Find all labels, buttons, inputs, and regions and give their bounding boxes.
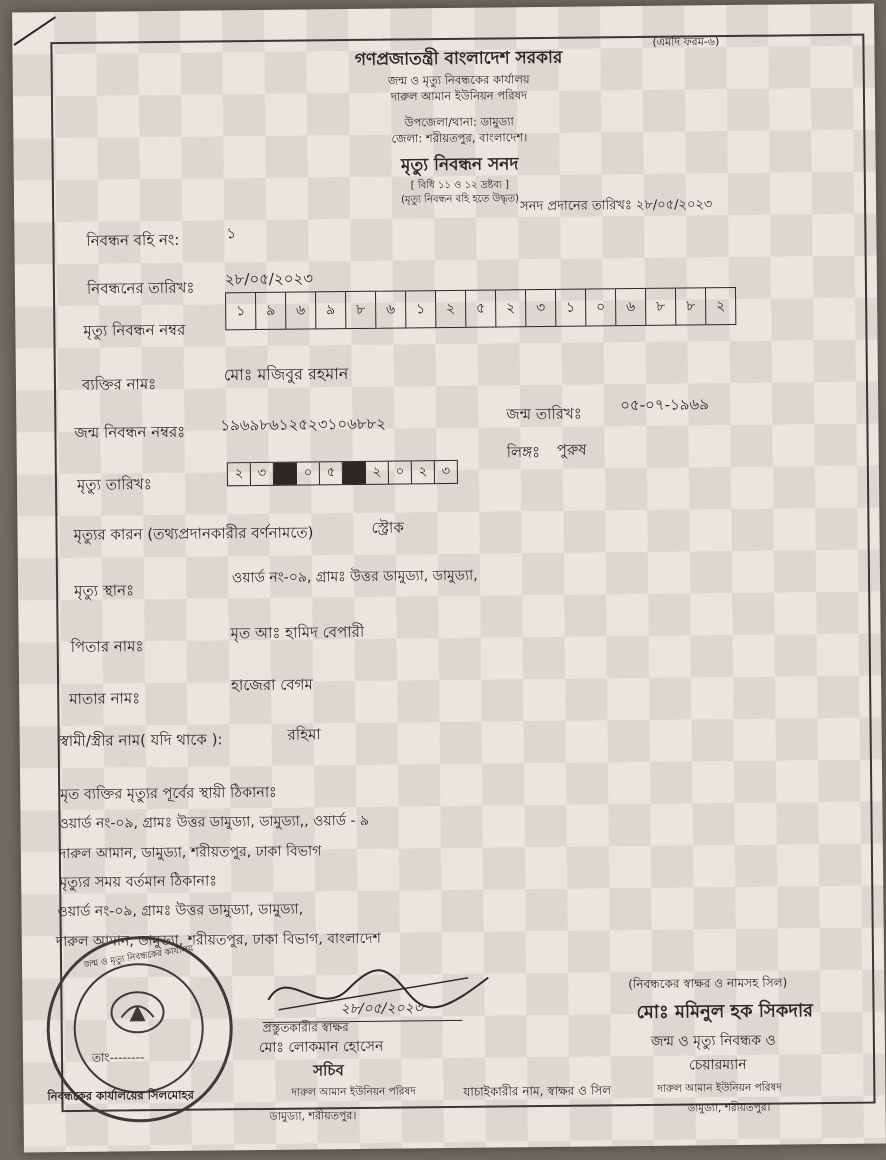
registrar-name: মোঃ মমিনুল হক সিকদার: [636, 1000, 814, 1024]
seal-ring-text: জন্ম ও মৃত্যু নিবন্ধকের কার্যালয়: [82, 944, 195, 971]
father-label: পিতার নামঃ: [70, 637, 144, 656]
reg-date-label: নিবন্ধনের তারিখঃ: [86, 278, 195, 298]
mother-label: মাতার নামঃ: [69, 689, 141, 708]
present-address-label: মৃত্যুর সময় বর্তমান ঠিকানাঃ: [59, 873, 218, 892]
certificate-paper: [12, 4, 886, 1153]
cause-value: স্ট্রোক: [371, 518, 404, 537]
digit-box: ৯: [256, 293, 286, 329]
name-label: ব্যক্তির নামঃ: [81, 375, 157, 394]
death-reg-no-label: মৃত্যু নিবন্ধন নম্বর: [83, 320, 186, 340]
day-digit: ২: [228, 463, 251, 485]
name-value: মোঃ মজিবুর রহমান: [223, 364, 349, 385]
digit-box: ১: [406, 291, 436, 327]
cause-label: মৃত্যুর কারন (তথ্যপ্রদানকারীর বর্ণনামতে): [73, 523, 314, 544]
verifier-caption: যাচাইকারীর নাম, স্বাক্ষর ও সিল: [463, 1083, 612, 1099]
death-date-label: মৃত্যু তারিখঃ: [76, 475, 152, 494]
digit-box: ৩: [526, 290, 556, 326]
country-title: গণপ্রজাতন্ত্রী বাংলাদেশ সরকার: [354, 47, 563, 70]
registrar-label: (নিবন্ধকের স্বাক্ষর ও নামসহ সিল): [628, 975, 788, 992]
dob-value: ০৫-০৭-১৯৬৯: [620, 395, 710, 415]
union-title: দারুল আমান ইউনিয়ন পরিষদ: [390, 88, 528, 104]
birth-reg-value: ১৯৬৯৮৬১২৫২৩১০৬৮৮২: [220, 414, 387, 435]
day-digit: ৩: [251, 463, 274, 485]
reg-date-value: ২৮/০৫/২০২৩: [224, 269, 314, 289]
date-separator: [343, 462, 366, 484]
footer-office-name: দারুল আমান ইউনিয়ন পরিষদ: [291, 1085, 416, 1099]
bangladesh-emblem-icon: [107, 987, 168, 1038]
digit-box: ৬: [376, 291, 406, 327]
rule-reference: [ বিধি ১১ ও ১২ দ্রষ্টব্য ]: [410, 179, 510, 192]
office-seal-caption: নিবন্ধকের কার্যালয়ের সিলমোহর: [47, 1087, 194, 1104]
digit-box: ৬: [616, 289, 646, 325]
footer-address-right: ডামুড্যা, শরীয়তপুর।: [687, 1101, 771, 1115]
registrar-title-2: চেয়ারম্যান: [689, 1056, 747, 1074]
seal-date: তাং--------: [91, 1050, 145, 1065]
permanent-address-label: মৃত ব্যক্তির মৃত্যুর পূর্বের স্থায়ী ঠিকানাঃ: [60, 784, 277, 804]
book-no-label: নিবন্ধন বহি নং:: [86, 230, 180, 250]
year-digit: ২: [412, 461, 435, 483]
signature-date: ২৮/০৫/২০২৩: [340, 1000, 423, 1018]
place-label: মৃত্যু স্থানঃ: [74, 581, 135, 600]
district-line: জেলা: শরীয়তপুর, বাংলাদেশ।: [391, 130, 528, 146]
death-date-boxes: [227, 460, 458, 486]
permanent-address-line2: দারুল আমান, ডামুড্যা, শরীয়তপুর, ঢাকা বিভাগ: [58, 843, 322, 863]
digit-box: ৬: [286, 292, 316, 328]
registrar-title-1: জন্ম ও মৃত্যু নিবন্ধক ও: [650, 1032, 776, 1050]
month-digit: ৫: [320, 462, 343, 484]
digit-box: ২: [496, 290, 526, 326]
year-digit: ৩: [441, 463, 451, 480]
month-digit: ০: [297, 462, 320, 484]
digit-box: ২: [716, 298, 726, 315]
footer-union-name: দারুল আমান ইউনিয়ন পরিষদ: [657, 1081, 782, 1095]
mother-value: হাজেরা বেগম: [231, 675, 313, 695]
issue-date: সনদ প্রদানের তারিখঃ ২৮/০৫/২০২৩: [520, 197, 713, 215]
office-title: জন্ম ও মৃত্যু নিবন্ধকের কার্যালয়: [387, 72, 530, 88]
digit-box: ০: [586, 289, 616, 325]
digit-box: ২: [436, 291, 466, 327]
sex-value: পুরুষ: [556, 440, 587, 459]
digit-box: ৯: [316, 292, 346, 328]
date-separator: [274, 463, 297, 485]
form-number: (এমদি ফরম-৬): [652, 35, 720, 49]
preparer-label: প্রস্তুতকারীর স্বাক্ষর: [262, 1020, 349, 1035]
preparer-name: মোঃ লোকমান হোসেন: [258, 1038, 384, 1057]
upazila-line: উপজেলা/থানা: ডামুড্যা: [404, 114, 514, 130]
document-title: মৃত্যু নিবন্ধন সনদ: [400, 154, 519, 176]
spouse-value: রহিমা: [287, 725, 321, 744]
father-value: মৃত আঃ হামিদ বেপারী: [230, 622, 365, 643]
digit-box: ৮: [346, 292, 376, 328]
year-digit: ২: [366, 462, 389, 484]
permanent-address-line1: ওয়ার্ড নং-০৯, গ্রামঃ উত্তর ডামুড্যা, ডামুড্যা,, ওয়ার্ড - ৯: [58, 812, 370, 833]
extract-note: (মৃত্যু নিবন্ধন বহি হতে উদ্ধৃত): [401, 193, 520, 206]
digit-box: ৮: [676, 288, 706, 324]
sex-label: লিঙ্গঃ: [506, 443, 541, 462]
footer-address: ডামুড্যা, শরীয়তপুর।: [269, 1108, 357, 1123]
seal-inner-ring: [73, 963, 204, 1094]
present-address-line2: দারুল আমান, ডামুড্যা, শরীয়তপুর, ঢাকা বিভাগ, বাংলাদেশ: [55, 930, 381, 951]
year-digit: ০: [389, 461, 412, 483]
preparer-title: সচিব: [313, 1061, 344, 1080]
digit-box: ৮: [646, 289, 676, 325]
present-address-line1: ওয়ার্ড নং-০৯, গ্রামঃ উত্তর ডামুড্যা, ডামুড্যা,: [57, 901, 304, 921]
death-reg-no-boxes: [225, 287, 736, 330]
place-value: ওয়ার্ড নং-০৯, গ্রামঃ উত্তর ডামুড্যা, ডামুড্যা,: [231, 567, 478, 587]
digit-box: ১: [226, 293, 256, 329]
dob-label: জন্ম তারিখঃ: [506, 404, 582, 424]
digit-box: ৫: [466, 290, 496, 326]
spouse-label: স্বামী/স্ত্রীর নাম( যদি থাকে ):: [59, 730, 223, 751]
book-no-value: ১: [226, 224, 237, 243]
digit-box: ১: [556, 290, 586, 326]
birth-reg-label: জন্ম নিবন্ধন নম্বরঃ: [74, 422, 186, 442]
